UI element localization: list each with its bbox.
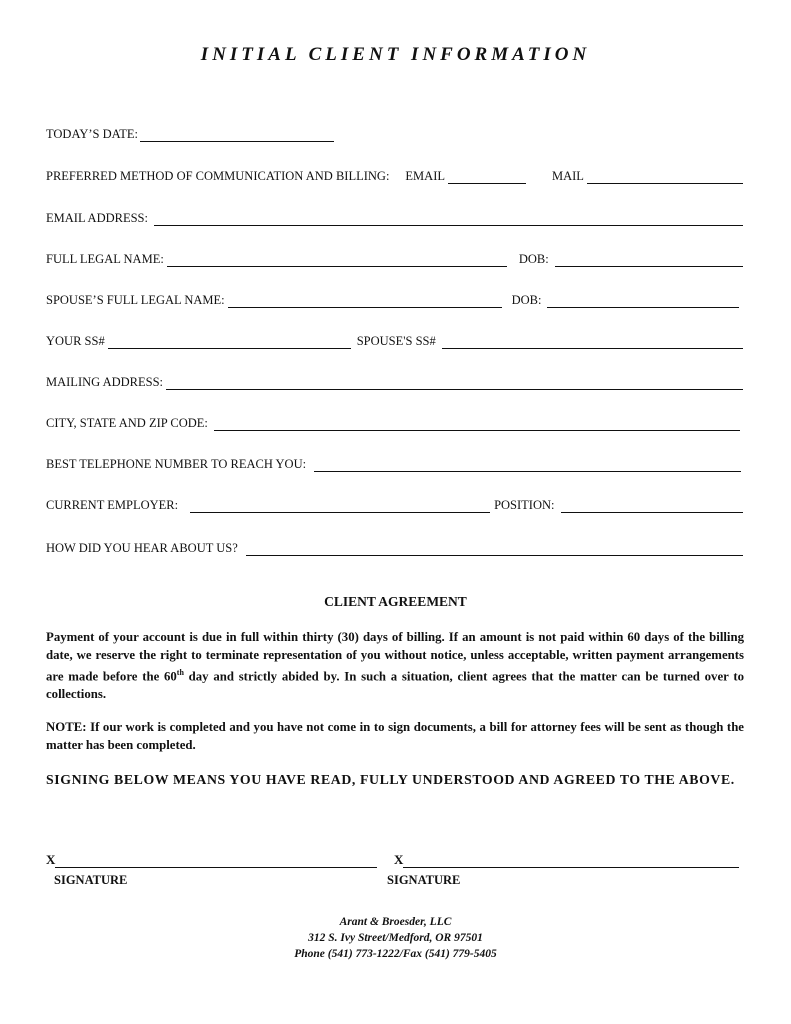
preferred-method-label: PREFERRED METHOD OF COMMUNICATION AND BILLING: bbox=[46, 169, 390, 183]
email-address-label: EMAIL ADDRESS: bbox=[46, 211, 148, 225]
note-paragraph: NOTE: If our work is completed and you have not come in to sign documents, a bill for attorney fees will be sent as though the matter has been completed. bbox=[46, 720, 744, 752]
spouse-name-row bbox=[46, 288, 743, 308]
form-title: INITIAL CLIENT INFORMATION bbox=[200, 44, 591, 65]
your-ss-field[interactable] bbox=[108, 334, 351, 349]
firm-address: 312 S. Ivy Street/Medford, OR 97501 bbox=[308, 932, 483, 944]
ordinal-suffix: th bbox=[176, 668, 184, 677]
firm-footer bbox=[0, 914, 791, 962]
full-legal-name-label: FULL LEGAL NAME: bbox=[46, 252, 164, 266]
firm-phone: Phone (541) 773-1222/Fax (541) 779-5405 bbox=[294, 948, 497, 960]
mailing-address-label: MAILING ADDRESS: bbox=[46, 375, 164, 389]
mailing-address-row bbox=[46, 370, 743, 390]
signature-line-1[interactable] bbox=[46, 852, 377, 868]
todays-date-label: TODAY’S DATE: bbox=[46, 127, 139, 141]
email-option-field[interactable] bbox=[448, 169, 526, 184]
signing-statement: SIGNING BELOW MEANS YOU HAVE READ, FULLY UNDERSTOOD AND AGREED TO THE ABOVE. bbox=[46, 772, 735, 787]
full-legal-name-field[interactable] bbox=[167, 252, 507, 267]
preferred-method-row bbox=[46, 164, 743, 184]
mail-option-field[interactable] bbox=[587, 169, 743, 184]
payment-paragraph bbox=[46, 628, 744, 703]
city-state-zip-label: CITY, STATE AND ZIP CODE: bbox=[46, 416, 208, 430]
signature-label-2: SIGNATURE bbox=[387, 873, 461, 887]
spouse-ss-label: SPOUSE'S SS# bbox=[356, 334, 436, 348]
employer-label: CURRENT EMPLOYER: bbox=[46, 498, 179, 512]
employer-row bbox=[46, 493, 743, 513]
email-option-label: EMAIL bbox=[405, 169, 445, 183]
email-address-row bbox=[46, 206, 743, 226]
spouse-name-field[interactable] bbox=[228, 293, 502, 308]
how-hear-label: HOW DID YOU HEAR ABOUT US? bbox=[46, 541, 238, 555]
x-mark-1: X bbox=[46, 852, 56, 867]
position-field[interactable] bbox=[561, 498, 744, 513]
position-label: POSITION: bbox=[494, 498, 555, 512]
your-ss-label: YOUR SS# bbox=[46, 334, 105, 348]
firm-name: Arant & Broesder, LLC bbox=[339, 916, 452, 928]
dob-label: DOB: bbox=[518, 252, 549, 266]
todays-date-field[interactable] bbox=[140, 127, 334, 142]
how-hear-field[interactable] bbox=[246, 541, 743, 556]
telephone-label: BEST TELEPHONE NUMBER TO REACH YOU: bbox=[46, 457, 307, 471]
employer-field[interactable] bbox=[190, 498, 490, 513]
spouse-ss-field[interactable] bbox=[442, 334, 743, 349]
signature-label-1: SIGNATURE bbox=[54, 873, 128, 887]
signature-field-1[interactable] bbox=[55, 853, 377, 868]
x-mark-2: X bbox=[394, 852, 404, 867]
spouse-name-label: SPOUSE’S FULL LEGAL NAME: bbox=[46, 293, 225, 307]
payment-text-a: Payment of your account is due in full within thirty (30) days of billing. If an amount is not paid within 60 days of the billing date, we reserve the right to terminate representation of you without notice, unless acceptable, written payment arrangements are made before the 60 bbox=[46, 630, 744, 684]
payment-text-b: day and strictly abided by. In such a situation, client agrees that the matter can be turned over to collections. bbox=[46, 669, 744, 702]
signature-field-2[interactable] bbox=[403, 853, 739, 868]
email-address-field[interactable] bbox=[154, 211, 743, 226]
signature-line-2[interactable] bbox=[394, 852, 739, 868]
mailing-address-field[interactable] bbox=[166, 375, 743, 390]
todays-date-row bbox=[46, 122, 743, 142]
ss-row bbox=[46, 329, 743, 349]
telephone-row bbox=[46, 452, 743, 472]
full-legal-name-row bbox=[46, 247, 743, 267]
telephone-field[interactable] bbox=[314, 457, 741, 472]
spouse-dob-field[interactable] bbox=[547, 293, 739, 308]
mail-option-label: MAIL bbox=[552, 169, 584, 183]
how-hear-row bbox=[46, 536, 743, 556]
city-state-zip-row bbox=[46, 411, 743, 431]
spouse-dob-label: DOB: bbox=[511, 293, 542, 307]
client-agreement-heading: CLIENT AGREEMENT bbox=[324, 594, 467, 609]
city-state-zip-field[interactable] bbox=[214, 416, 740, 431]
dob-field[interactable] bbox=[555, 252, 743, 267]
